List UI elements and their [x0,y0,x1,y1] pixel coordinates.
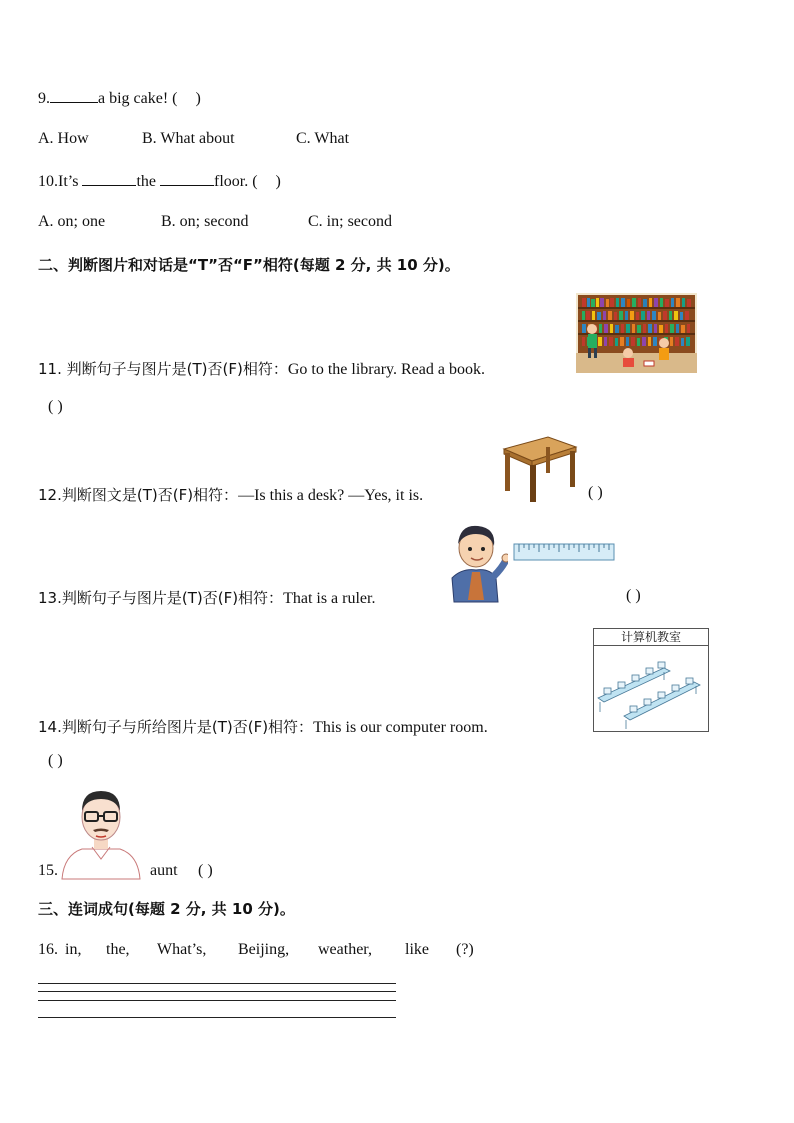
answer-blank-1[interactable] [82,171,136,186]
question-sentence: Go to the library. Read a book. [287,361,485,378]
scrambled-word: (?) [456,941,474,958]
question-sentence: That is a ruler. [283,590,376,607]
table-image [500,435,578,503]
question-sentence: —Is this a desk? —Yes, it is. [238,487,424,504]
scrambled-word: in, [65,941,82,958]
answer-paren[interactable]: ( ) [48,752,63,769]
question-label: 14.判断句子与所给图片是(T)否(F)相符： [38,718,314,736]
question-15-number: 15. [38,862,58,879]
scrambled-word: the, [106,941,130,958]
paren-close: ) [195,90,201,107]
answer-paren[interactable]: ( ) [48,398,63,415]
computer-room-sign: 计算机教室 [594,629,708,646]
question-13 [38,587,375,608]
question-12 [38,484,423,505]
option-a: A. How [38,130,89,147]
computer-room-image [593,628,709,732]
question-11 [38,358,485,379]
scrambled-word: weather, [318,941,372,958]
question-15-word: aunt [150,862,178,879]
man-with-glasses-image [60,785,142,880]
option-c: C. in; second [308,213,392,230]
scrambled-word: like [405,941,429,958]
scrambled-word: Beijing, [238,941,290,958]
ruler-image [513,542,615,562]
option-b: B. on; second [161,213,249,230]
question-sentence: This is our computer room. [313,719,488,736]
question-label: 13.判断句子与图片是(T)否(F)相符： [38,589,284,607]
question-label: 12.判断图文是(T)否(F)相符： [38,486,239,504]
writing-line-4[interactable] [38,1017,396,1018]
library-image [576,293,697,373]
question-label: 11. 判断句子与图片是(T)否(F)相符： [38,360,288,378]
question-text: a big cake! ( [98,90,178,107]
writing-line-3[interactable] [38,1000,396,1001]
writing-line-1[interactable] [38,983,396,984]
section-3-heading: 三、连词成句(每题 2 分, 共 10 分)。 [38,900,295,918]
scrambled-word: What’s, [157,941,207,958]
question-10 [38,171,281,191]
paren-close: ) [275,173,281,190]
option-c: C. What [296,130,350,147]
question-9 [38,88,201,108]
answer-paren[interactable]: ( ) [198,862,213,879]
question-number: 9. [38,90,50,107]
option-b: B. What about [142,130,235,147]
question-suffix: floor. ( [214,173,258,190]
writing-line-2[interactable] [38,991,396,992]
answer-paren[interactable]: ( ) [588,484,603,501]
boy-pointing-image [444,520,508,604]
question-16-number: 16. [38,941,58,958]
question-middle: the [136,173,156,190]
answer-blank-2[interactable] [160,171,214,186]
question-14 [38,716,488,737]
answer-paren[interactable]: ( ) [626,587,641,604]
option-a: A. on; one [38,213,106,230]
section-2-heading: 二、判断图片和对话是“T”否“F”相符(每题 2 分, 共 10 分)。 [38,256,460,274]
question-prefix: 10.It’s [38,173,79,190]
answer-blank[interactable] [50,88,98,103]
